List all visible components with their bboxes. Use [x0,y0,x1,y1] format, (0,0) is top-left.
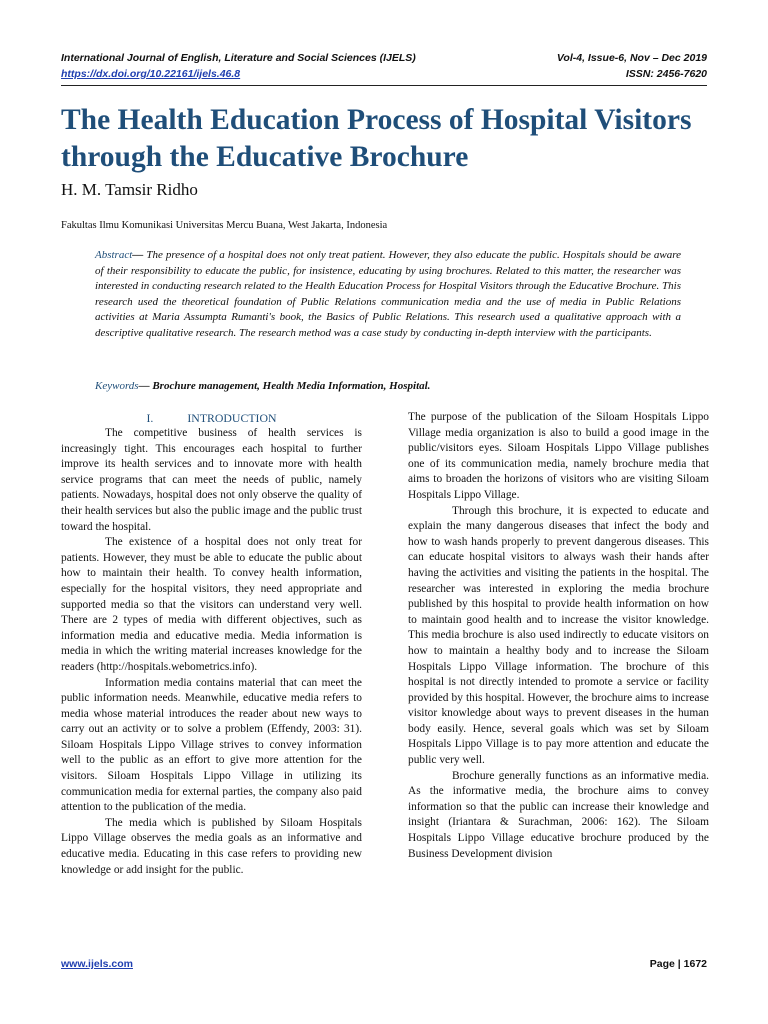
paragraph: The existence of a hospital does not only treat for patients. However, they must be able to educate the public about how to maintain their health. To convey health information, especially for the hospital visitors, they need appropriate and supported media so that the visitors can understand very well. There are 2 types of media with different objectives, such as information media and educative media. Media information is media in which the writing material increases knowledge for the readers (http://hospitals.webometrics.info). [61,536,362,673]
paragraph: The competitive business of health services is increasingly tight. This encourages each hospital to further improve its health services and to innovate more with health service programs that can meet the needs of public, namely patients. Nowadays, hospital does not only observe the quality of their health services but also the public image and the public trust toward the hospital. [61,427,362,533]
right-column [408,410,709,862]
abstract-text: The presence of a hospital does not only treat patient. However, they also educate the public. Hospitals should be aware of their responsibility to educate the public, for insistence, educating by using brochures. Related to this matter, the researcher was interested in conducting research related to the Health Education Process for Hospital Visitors through the Educative Brochure. This research used the theoretical foundation of Public Relations communication media and the use of media in Public Relations activities at Maria Assumpta Rumanti's book, the Basics of Public Relations. This research used a qualitative approach with a descriptive qualitative research. The research method was a case study by conducting in-depth interview with the participants. [95,249,681,339]
section-title: INTRODUCTION [187,411,277,425]
paragraph: Brochure generally functions as an informative media. As the informative media, the brochure aims to convey information so that the public can increase their knowledge and insight (Iriantara & Surachman, 2006: 162). The Siloam Hospitals Lippo Village educative brochure produced by the Business Development division [408,769,709,860]
journal-name: International Journal of English, Literature and Social Sciences (IJELS) [61,52,416,64]
section-number: I. [146,411,154,425]
paragraph: The purpose of the publication of the Siloam Hospitals Lippo Village media organization is also to build a good image in the public/visitors eyes. Siloam Hospitals Lippo Village publishes one of its communication media, namely brochure media that aims to broaden the horizons of visitors who are visiting Siloam Hospitals Lippo Village. [408,411,709,501]
paper-title: The Health Education Process of Hospital Visitors through the Educative Brochure [61,104,692,173]
paragraph: The media which is published by Siloam Hospitals Lippo Village observes the media goals as an informative and educative media. Educating in this case refers to providing new knowledge or add insight for the public. [61,816,362,876]
paragraph: Through this brochure, it is expected to educate and explain the many dangerous diseases that infect the body and how to wash hands properly to prevent dangerous diseases. This can educate hospital visitors to always wash their hands after having the activities and visiting the patients in the hospital. The researcher was interested in exploring the media brochure published by this hospital to provide health information on how to maintain good health and to increase the visitor knowledge. This media brochure is also used indirectly to educate visitors on how to maintain a healthy body and to increase the Siloam Hospitals Lippo Village information. The brochure of this hospital is not directly intended to promote a service or facility provided by this hospital. However, the brochure aims to increase visitor knowledge about ways to prevent diseases in the human body easily. Hence, several goals which was set by Siloam Hospitals Lippo Village is to pay more attention and educate the public very well. [408,504,709,767]
left-column [61,410,362,878]
abstract [95,248,681,342]
affiliation: Fakultas Ilmu Komunikasi Universitas Mercu Buana, West Jakarta, Indonesia [61,220,388,231]
abstract-label: Abstract [95,249,133,261]
keywords-text: — Brochure management, Health Media Information, Hospital. [138,380,431,392]
paragraph: Information media contains material that can meet the public information needs. Meanwhile, educative media refers to media whose material introduces the reader about new ways to carry out an activity or to solve a problem (Effendy, 2003: 31). Siloam Hospitals Lippo Village strives to convey information well to the public as an effort to give more attention for the visitors. Siloam Hospitals Lippo Village in utilizing its communication media for external parties, the company also paid attention to the publication of the media. [61,676,362,814]
header-rule [61,85,707,86]
keywords-label: Keywords [95,380,139,392]
author-name: H. M. Tamsir Ridho [61,180,198,199]
keywords [95,380,430,392]
site-link[interactable]: www.ijels.com [61,958,133,970]
page-number: Page | 1672 [649,958,707,970]
abstract-dash: — [132,249,147,261]
doi-link[interactable]: https://dx.doi.org/10.22161/ijels.46.8 [61,68,241,80]
section-heading [61,410,362,426]
issn: ISSN: 2456-7620 [625,68,707,80]
issue-info: Vol-4, Issue-6, Nov – Dec 2019 [556,52,707,64]
